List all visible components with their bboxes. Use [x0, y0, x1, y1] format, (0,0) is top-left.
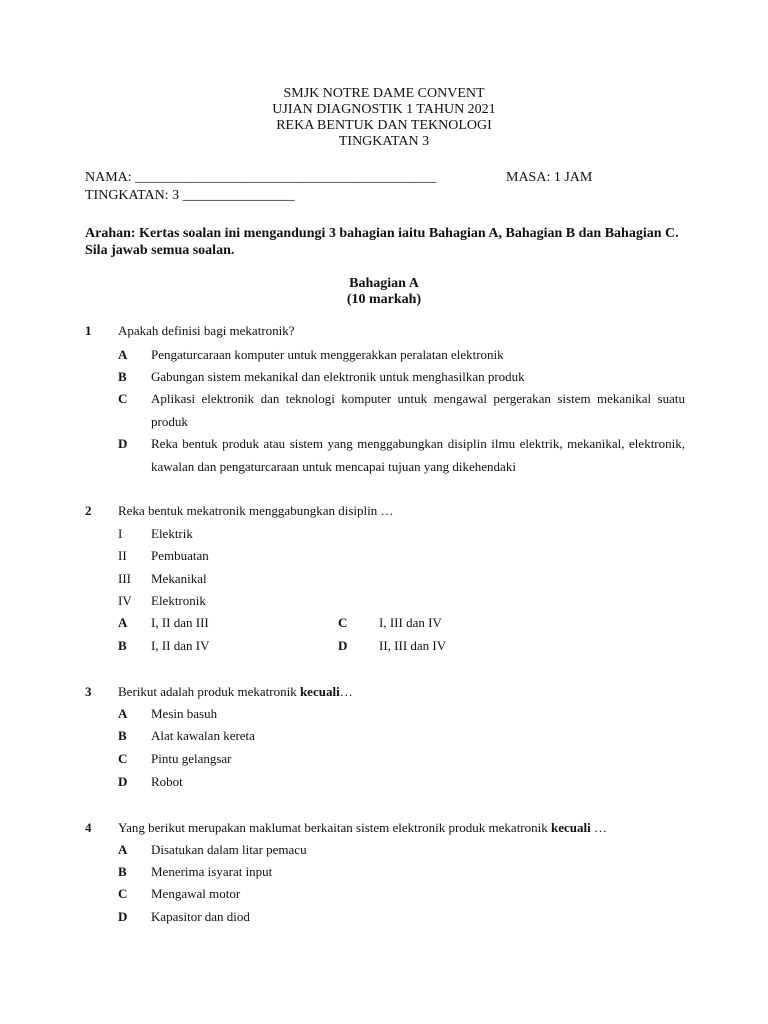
- option-label[interactable]: A: [118, 706, 128, 721]
- option-text[interactable]: Reka bentuk produk atau sistem yang menggabungkan disiplin ilmu elektrik, mekanikal, elektronik,: [151, 436, 685, 451]
- question-number: 4: [85, 820, 92, 835]
- option-text-continuation[interactable]: produk: [151, 414, 188, 429]
- item-label: I: [118, 526, 123, 541]
- option-label[interactable]: C: [338, 615, 348, 630]
- question-text: Apakah definisi bagi mekatronik?: [118, 323, 295, 338]
- option-label[interactable]: B: [118, 369, 127, 384]
- option-text[interactable]: Gabungan sistem mekanikal dan elektronik untuk menghasilkan produk: [151, 369, 525, 384]
- school-name: SMJK NOTRE DAME CONVENT: [283, 86, 485, 101]
- option-text-continuation[interactable]: kawalan dan pengaturcaraan untuk mencapai tujuan yang dikehendaki: [151, 459, 516, 474]
- instructions-line-1: Arahan: Kertas soalan ini mengandungi 3 bahagian iaitu Bahagian A, Bahagian B dan Bahagian C.: [85, 226, 679, 241]
- item-text: Pembuatan: [151, 548, 209, 563]
- option-label[interactable]: D: [118, 774, 128, 789]
- option-text[interactable]: Mengawal motor: [151, 886, 241, 901]
- emphasis-word: kecuali: [551, 820, 591, 835]
- option-text[interactable]: Alat kawalan kereta: [151, 728, 255, 743]
- item-label: II: [118, 548, 127, 563]
- option-label[interactable]: B: [118, 864, 127, 879]
- question-number: 3: [85, 684, 92, 699]
- form-field[interactable]: TINGKATAN: 3 ________________: [85, 188, 295, 203]
- option-text[interactable]: I, II dan IV: [151, 638, 210, 653]
- option-label[interactable]: A: [118, 615, 128, 630]
- item-text: Elektrik: [151, 526, 193, 541]
- item-text: Elektronik: [151, 593, 206, 608]
- option-label[interactable]: D: [338, 638, 348, 653]
- option-text[interactable]: I, III dan IV: [379, 615, 442, 630]
- name-field[interactable]: NAMA: ___________________________________________: [85, 170, 437, 185]
- option-label[interactable]: C: [118, 751, 128, 766]
- question-number: 1: [85, 323, 92, 338]
- option-text[interactable]: Robot: [151, 774, 183, 789]
- exam-title: UJIAN DIAGNOSTIK 1 TAHUN 2021: [272, 102, 496, 117]
- option-label[interactable]: C: [118, 886, 128, 901]
- option-text[interactable]: Mesin basuh: [151, 706, 218, 721]
- option-label[interactable]: A: [118, 842, 128, 857]
- option-text[interactable]: Menerima isyarat input: [151, 864, 273, 879]
- subject-title: REKA BENTUK DAN TEKNOLOGI: [276, 118, 492, 133]
- section-marks: (10 markah): [346, 292, 422, 307]
- option-label[interactable]: C: [118, 391, 128, 406]
- item-label: III: [118, 571, 131, 586]
- option-text[interactable]: Aplikasi elektronik dan teknologi komputer untuk mengawal pergerakan sistem mekanikal suatu: [151, 391, 685, 406]
- item-label: IV: [118, 593, 132, 608]
- option-label[interactable]: A: [118, 347, 128, 362]
- instructions-line-2: Sila jawab semua soalan.: [85, 243, 235, 258]
- option-text[interactable]: Pengaturcaraan komputer untuk menggerakkan peralatan elektronik: [151, 347, 504, 362]
- question-text: Reka bentuk mekatronik menggabungkan disiplin …: [118, 503, 394, 518]
- section-title: Bahagian A: [349, 276, 419, 291]
- option-label[interactable]: D: [118, 909, 128, 924]
- option-text[interactable]: II, III dan IV: [379, 638, 447, 653]
- item-text: Mekanikal: [151, 571, 207, 586]
- question-text: Yang berikut merupakan maklumat berkaitan sistem elektronik produk mekatronik kecuali …: [118, 820, 607, 835]
- option-label[interactable]: B: [118, 728, 127, 743]
- option-label[interactable]: D: [118, 436, 128, 451]
- option-text[interactable]: Pintu gelangsar: [151, 751, 232, 766]
- question-text: Berikut adalah produk mekatronik kecuali…: [118, 684, 353, 699]
- question-number: 2: [85, 503, 92, 518]
- option-text[interactable]: I, II dan III: [151, 615, 209, 630]
- option-label[interactable]: B: [118, 638, 127, 653]
- option-text[interactable]: Kapasitor dan diod: [151, 909, 250, 924]
- time-label: MASA: 1 JAM: [506, 170, 593, 185]
- form-title: TINGKATAN 3: [338, 134, 430, 149]
- option-text[interactable]: Disatukan dalam litar pemacu: [151, 842, 307, 857]
- emphasis-word: kecuali: [299, 684, 340, 699]
